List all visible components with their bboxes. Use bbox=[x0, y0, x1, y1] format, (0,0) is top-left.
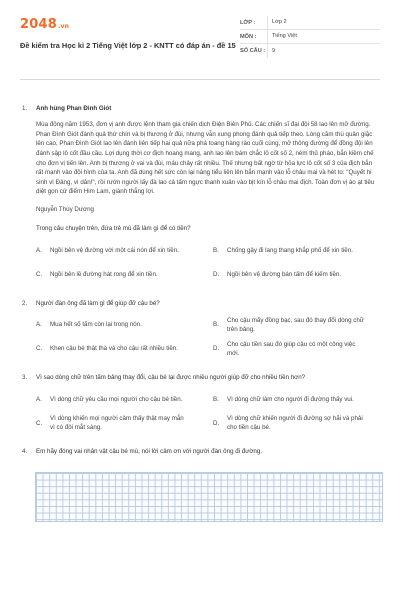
question-1 bbox=[20, 104, 380, 291]
answer-writing-grid[interactable] bbox=[35, 472, 383, 522]
info-value: 9 bbox=[272, 47, 276, 54]
question-body bbox=[36, 373, 380, 439]
question-2 bbox=[20, 299, 380, 365]
info-label: MÔN : bbox=[240, 30, 268, 44]
site-logo[interactable] bbox=[20, 17, 238, 34]
option-c[interactable] bbox=[36, 413, 203, 433]
question-prompt: Em hãy đóng vai nhân vật cậu bé mù, nói lời cảm ơn với người đàn ông đi đường. bbox=[36, 448, 263, 456]
info-value: Tiếng Việt bbox=[272, 33, 297, 40]
option-text: Ngồi bên lề đường hát rong để xin tiền. bbox=[50, 271, 158, 279]
option-b[interactable] bbox=[213, 241, 380, 261]
option-text: Vì dòng chữ làm cho người đi đường thấy vui. bbox=[227, 395, 354, 403]
question-4 bbox=[20, 447, 380, 463]
passage-author: Nguyễn Thùy Dương bbox=[36, 206, 94, 214]
info-table bbox=[240, 16, 380, 58]
story-title: Anh hùng Phan Đình Giót bbox=[36, 105, 112, 112]
option-d[interactable] bbox=[213, 265, 380, 285]
question-number: 4. bbox=[22, 448, 28, 456]
option-text: Khen cậu bé thật thà và cho cậu rất nhiều tiền. bbox=[50, 345, 178, 353]
option-letter: A. bbox=[36, 321, 42, 329]
option-letter: C. bbox=[36, 419, 43, 427]
document-content bbox=[20, 80, 380, 522]
option-letter: A. bbox=[36, 246, 42, 254]
question-number: 2. bbox=[22, 299, 28, 307]
header-left bbox=[20, 14, 238, 51]
option-c[interactable] bbox=[36, 339, 203, 359]
document-header bbox=[20, 14, 380, 80]
info-value: Lớp 2 bbox=[272, 19, 287, 26]
question-body bbox=[36, 299, 380, 365]
option-letter: B. bbox=[213, 321, 219, 329]
option-text: Cho cậu mấy đồng bạc, sau đó thay đổi dòng chữ trên bảng. bbox=[227, 316, 364, 333]
option-text: Mua hết số tấm còn lại trong nón. bbox=[50, 321, 142, 329]
option-c[interactable] bbox=[36, 265, 203, 285]
answer-options bbox=[36, 315, 380, 359]
question-number: 1. bbox=[22, 105, 28, 112]
question-prompt: Người đàn ông đã làm gì để giúp đỡ cậu bé? bbox=[36, 299, 160, 307]
option-text: Cho cậu tiền sau đó giúp cậu có một công việc mới. bbox=[227, 340, 356, 357]
option-letter: D. bbox=[213, 270, 220, 278]
option-letter: C. bbox=[36, 270, 43, 278]
question-body bbox=[36, 104, 380, 291]
info-label: SỐ CÂU : bbox=[240, 44, 268, 58]
option-d[interactable] bbox=[213, 339, 380, 359]
option-a[interactable] bbox=[36, 241, 203, 261]
question-3 bbox=[20, 373, 380, 439]
option-letter: D. bbox=[213, 345, 220, 353]
info-label: LỚP : bbox=[240, 16, 268, 30]
option-text: Ngồi bên vệ đường bán tấm để kiếm tiền. bbox=[227, 271, 342, 279]
question-prompt: Trong câu chuyện trên, đứa trẻ mù đã làm gì để có tiền? bbox=[36, 225, 191, 233]
document-title: Đề kiểm tra Học kì 2 Tiếng Việt lớp 2 - KNTT có đáp án - đề 15 bbox=[20, 41, 236, 50]
option-b[interactable] bbox=[213, 389, 380, 409]
logo-suffix: .vn bbox=[57, 23, 70, 30]
option-letter: C. bbox=[36, 345, 43, 353]
option-text: Ngồi bên vệ đường với một cái nón để xin tiền. bbox=[50, 247, 179, 255]
option-a[interactable] bbox=[36, 389, 203, 409]
question-body bbox=[36, 447, 380, 463]
option-letter: A. bbox=[36, 395, 42, 403]
option-text: Chống gậy đi lang thang khắp phố để xin tiền. bbox=[227, 247, 353, 255]
answer-options bbox=[36, 389, 380, 433]
option-text: Vì dòng chữ yêu cầu mọi người cho cậu bé tiền. bbox=[50, 395, 183, 403]
option-text: Vì dòng chữ khiến người đi đường sợ hãi và phải cho tiền cậu bé. bbox=[227, 415, 363, 432]
option-b[interactable] bbox=[213, 315, 380, 335]
option-a[interactable] bbox=[36, 315, 203, 335]
info-row-question-count bbox=[240, 44, 380, 58]
option-letter: B. bbox=[213, 395, 219, 403]
option-text: Vì dòng khiến mọi người cảm thấy thật may mắn vì có đôi mắt sáng. bbox=[50, 415, 184, 432]
info-row-class bbox=[240, 16, 380, 30]
option-letter: B. bbox=[213, 246, 219, 254]
info-row-subject bbox=[240, 30, 380, 44]
question-number: 3. bbox=[22, 373, 28, 381]
option-letter: D. bbox=[213, 419, 220, 427]
answer-options bbox=[36, 241, 380, 285]
question-prompt: Vì sao dòng chữ trên tấm bảng thay đổi, cậu bé lại được nhiều người giúp đỡ cho nhiều tiền hơn? bbox=[36, 373, 306, 381]
logo-text: 2048 bbox=[20, 17, 57, 32]
option-d[interactable] bbox=[213, 413, 380, 433]
reading-passage: Mùa đông năm 1953, đơn vị anh được lệnh tham gia chiến dịch Điện Biên Phủ. Các chiến sĩ đại đội 58 lao lên mở đường. Phan Đình Giót đánh quả thứ chín và bị thương ở đùi, nhưng vẫn xung phong đánh quả tiếp theo. Lòng căm thù quân giặc lên cao, Phan Đình Giót lao lên đánh liên tiếp hai quả nữa phá toang hàng rào cuối cùng, mở thông đường để đồng đội lên đánh sập lô cốt đầu cầu. Lợi dụng thời cơ địch hoang mang, anh lao lên bám chắc lô cốt số 2, ném thủ pháo, bắn kiềm chế cho đơn vị tiến lên. Anh bị thương ở vai và đùi, máu chảy rất nhiều. Thế nhưng bất ngờ từ hỏa lực lô cốt số 3 của địch bắn rất mạnh vào đội hình của ta. Anh đã dùng hết sức còn lại nâng tiểu liên lên bắn mạnh vào lỗ châu mai và hét to: "Quyết hi sinh vì Đảng, vì dân!", rồi rướn người lấy đà lao cả tấm ngực thanh xuân vào bịt kín lỗ châu mai địch. Toàn đơn vị ào ạt tiêu diệt gọn cứ điểm Him Lam, giành thắng lợi. bbox=[36, 121, 375, 196]
